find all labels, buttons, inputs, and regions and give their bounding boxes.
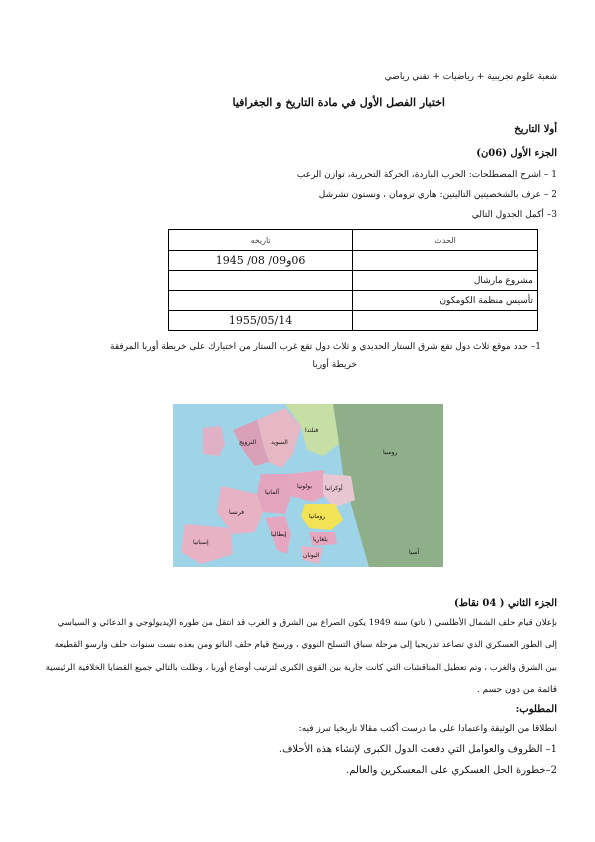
label-germany: ألمانيا	[265, 489, 280, 496]
paragraph-line-1: بإعلان قيام حلف الشمال الأطلسي ( ناتو) سنة 1949 يكون الصراع بين الشرق و الغرب قد انتقل من طوره الإيديولوجي و الدعائي و السياسي	[57, 618, 557, 628]
table-cell-date	[169, 291, 353, 311]
label-greece: اليونان	[303, 552, 320, 559]
table-row	[169, 271, 538, 291]
col-event-header: الحدث	[353, 230, 538, 251]
paragraph-line-2: إلى الطور العسكري الذي تصاعد تدريجيا إلى مرحلة سباق التسلح النووي ، ورسخ قيام حلف الناتو ومن بعده بست سنوات حلف وارسو القطيعة	[54, 640, 557, 650]
table-row	[169, 311, 538, 331]
label-romania: رومانيا	[309, 513, 326, 520]
required-heading: المطلوب:	[515, 704, 557, 715]
col-date-header: تاريخه	[169, 230, 353, 251]
table-cell-date: 1955/05/14	[169, 311, 353, 331]
exam-title: اختبار الفصل الأول في مادة التاريخ و الجغرافيا	[232, 96, 445, 109]
question-1: 1 – اشرح المصطلحات: الحرب الباردة، الحركة التحررية، توازن الرعب	[296, 170, 557, 180]
label-asia: آسيا	[409, 549, 420, 556]
label-spain: إسبانيا	[193, 539, 209, 546]
table-row	[169, 291, 538, 311]
map-caption: خريطة أوربا	[312, 360, 357, 370]
table-cell-event: تأسيس منظمة الكومكون	[353, 291, 538, 311]
label-poland: بولونيا	[297, 483, 313, 490]
label-sweden: السويد	[271, 439, 288, 446]
table-header-row	[169, 230, 538, 251]
label-france: فرنسا	[229, 509, 245, 516]
table-cell-date: 06و09/ 08/ 1945	[169, 251, 353, 271]
part1-heading: الجزء الأول (06ن)	[476, 148, 557, 159]
branch-line: شعبة علوم تجريبية + رياضيات + تقني رياضي	[384, 72, 557, 82]
label-russia: روسيا	[383, 449, 398, 456]
history-heading: أولا التاريخ	[514, 124, 557, 135]
label-ukraine: أوكرانيا	[325, 485, 343, 492]
events-table	[168, 229, 538, 331]
paragraph-line-4: قائمة من دون حسم .	[476, 685, 557, 695]
question-3: 3– أكمل الجدول التالي	[471, 210, 557, 220]
label-bulgaria: بلغاريا	[313, 536, 328, 543]
question-2: 2 – عرف بالشخصيتين التاليتين: هاري ترومان ، ونستون تشرشل	[318, 190, 557, 200]
table-cell-event: مشروع مارشال	[353, 271, 538, 291]
europe-map	[173, 404, 443, 567]
part2-heading: الجزء الثاني ( 04 نقاط)	[454, 598, 557, 609]
required-item-1: 1– الظروف والعوامل التي دفعت الدول الكبرى لإنشاء هذه الأحلاف.	[278, 744, 557, 755]
label-italy: إيطاليا	[271, 531, 287, 538]
required-intro: انطلاقا من الوثيقة واعتمادا على ما درست أكتب مقالا تاريخيا تبرز فيه:	[298, 724, 557, 734]
required-item-2: 2–خطورة الحل العسكري على المعسكرين والعالم.	[346, 765, 557, 776]
table-cell-event	[353, 311, 538, 331]
label-finland: فنلندا	[305, 427, 319, 434]
question-4: 1– حدد موقع ثلاث دول تقع شرق الستار الحديدي و ثلاث دول تقع غرب الستار من اختيارك على خريطة أوربا المرفقة	[110, 342, 541, 352]
label-norway: النرويج	[239, 439, 257, 446]
table-row	[169, 251, 538, 271]
paragraph-line-3: بين الشرق والغرب ، وتم تعطيل المناقشات التي كانت جارية بين القوى الكبرى لترتيب أوضاع أوربا ، وظلت بالتالي جميع القضايا الخلافية الرئيسية	[45, 663, 557, 673]
table-cell-event	[353, 251, 538, 271]
table-cell-date	[169, 271, 353, 291]
